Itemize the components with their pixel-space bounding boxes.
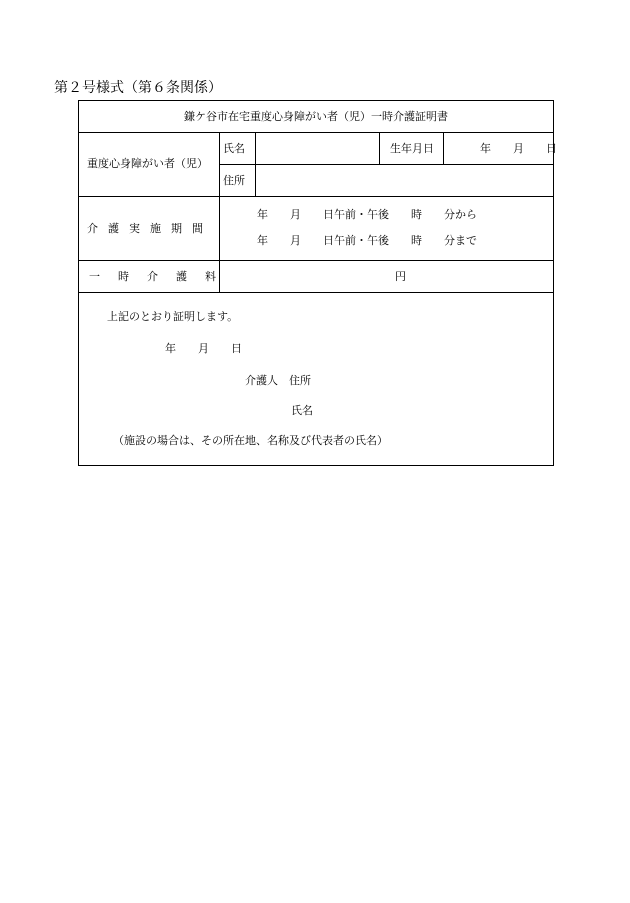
birth-date-field[interactable]: 年 月 日 bbox=[480, 142, 557, 155]
birth-label-divider bbox=[443, 132, 444, 164]
care-fee-label: 一時介護料 bbox=[89, 270, 234, 283]
certificate-form bbox=[78, 100, 557, 466]
person-section-label: 重度心身障がい者（児） bbox=[87, 157, 208, 170]
care-period-label: 介護実施期間 bbox=[87, 222, 213, 235]
name-label: 氏名 bbox=[223, 142, 245, 155]
address-field[interactable] bbox=[256, 165, 552, 195]
fee-row-divider bbox=[79, 292, 553, 293]
caregiver-name-label: 氏名 bbox=[291, 404, 313, 417]
facility-note: （施設の場合は、その所在地、名称及び代表者の氏名） bbox=[113, 434, 388, 447]
form-number: 第２号様式（第６条関係） bbox=[54, 80, 222, 96]
form-title: 鎌ケ谷市在宅重度心身障がい者（児）一時介護証明書 bbox=[184, 110, 448, 123]
caregiver-label: 介護人 bbox=[245, 374, 278, 387]
certification-statement: 上記のとおり証明します。 bbox=[107, 310, 239, 323]
person-row-divider bbox=[79, 196, 553, 197]
name-field-divider bbox=[379, 132, 380, 164]
period-row-divider bbox=[79, 260, 553, 261]
caregiver-address-label: 住所 bbox=[289, 374, 311, 387]
birth-date-label: 生年月日 bbox=[390, 142, 434, 155]
certification-date[interactable]: 年 月 日 bbox=[165, 342, 242, 355]
address-label: 住所 bbox=[223, 174, 245, 187]
care-period-from[interactable]: 年 月 日午前・午後 時 分から bbox=[257, 208, 477, 221]
care-period-to[interactable]: 年 月 日午前・午後 時 分まで bbox=[257, 234, 477, 247]
name-field[interactable] bbox=[256, 133, 378, 163]
care-fee-field[interactable]: 円 bbox=[395, 270, 406, 283]
label-column-divider bbox=[219, 132, 220, 292]
